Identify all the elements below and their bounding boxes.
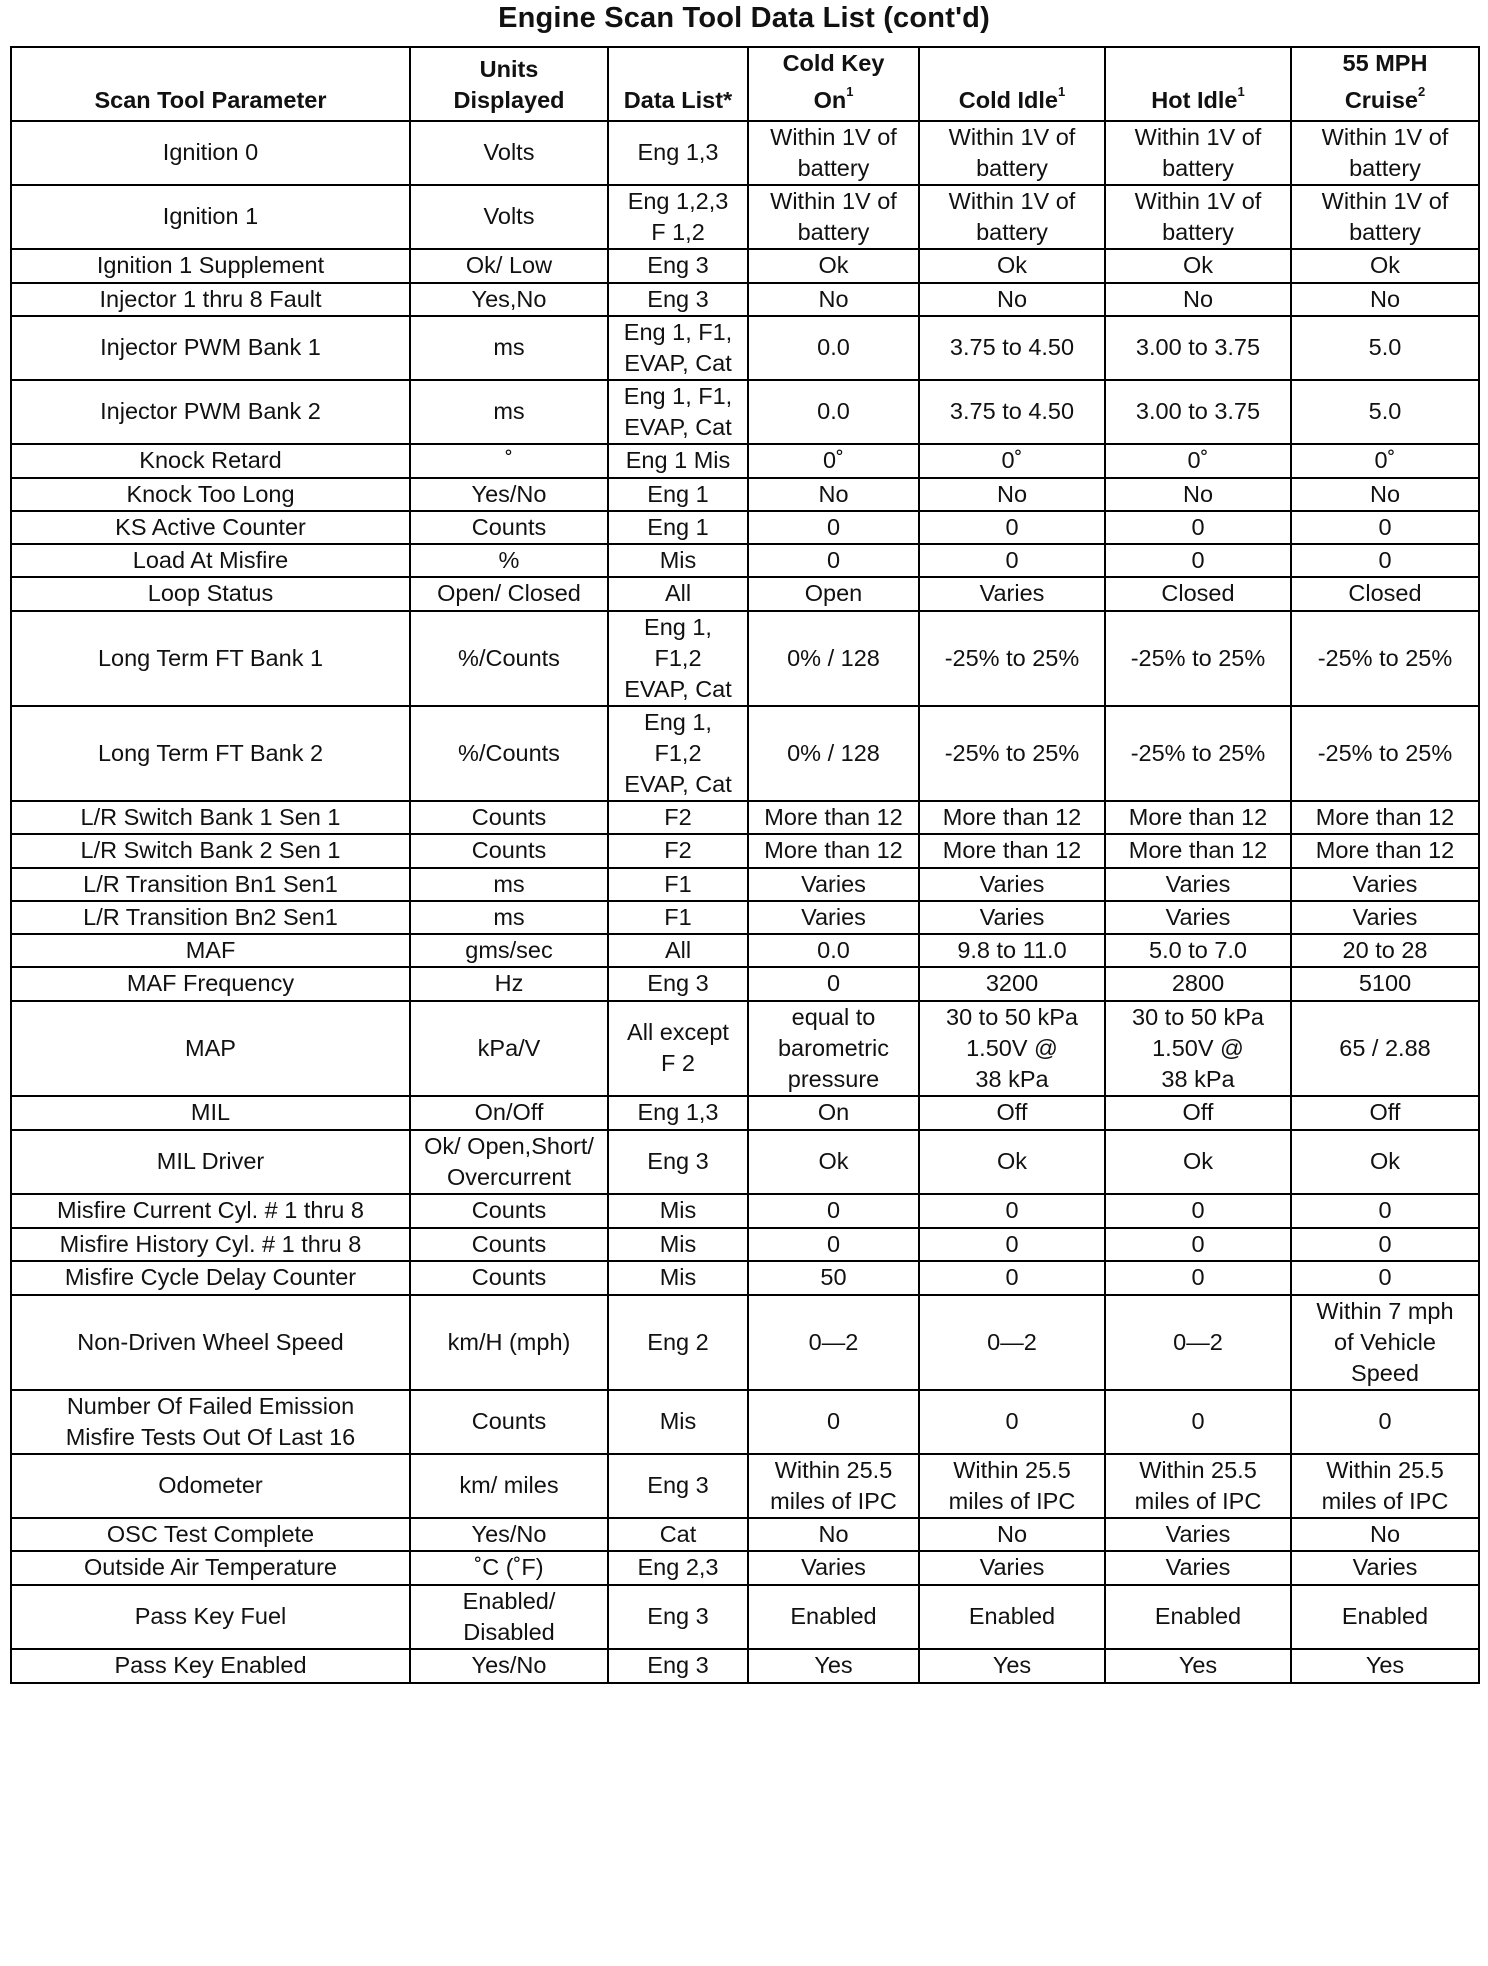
cell-data-list: Eng 2 [608,1295,748,1390]
cell-cruise: 0 [1291,1390,1479,1454]
cell-cold-key-on: 0.0 [748,316,919,380]
column-header-label: Cold Idle [958,86,1058,113]
cell-cruise: Within 7 mph of Vehicle Speed [1291,1295,1479,1390]
cell-hot-idle: Yes [1105,1649,1291,1683]
column-header-units [410,47,608,121]
cell-units: Volts [410,121,608,185]
cell-cold-idle: 9.8 to 11.0 [919,934,1105,967]
cell-parameter: Ignition 1 Supplement [11,249,410,283]
cell-cold-key-on: More than 12 [748,834,919,868]
cell-hot-idle: 2800 [1105,967,1291,1001]
column-header-parameter [11,47,410,121]
cell-parameter: L/R Transition Bn2 Sen1 [11,901,410,934]
cell-cold-key-on: 0 [748,967,919,1001]
cell-units: Yes/No [410,478,608,511]
table-row [11,934,1479,967]
cell-cold-key-on: No [748,283,919,316]
cell-parameter: OSC Test Complete [11,1518,410,1551]
table-row [11,544,1479,577]
cell-hot-idle: 0—2 [1105,1295,1291,1390]
cell-cold-idle: 3.75 to 4.50 [919,316,1105,380]
cell-parameter: Non-Driven Wheel Speed [11,1295,410,1390]
cell-cold-idle: Enabled [919,1585,1105,1649]
column-header-label: Scan Tool Parameter [94,86,327,113]
cell-units: Counts [410,1228,608,1261]
cell-cold-idle: Varies [919,901,1105,934]
cell-cruise: -25% to 25% [1291,706,1479,801]
cell-data-list: F2 [608,801,748,834]
cell-cold-idle: Varies [919,577,1105,611]
cell-parameter: L/R Switch Bank 1 Sen 1 [11,801,410,834]
cell-data-list: Mis [608,1390,748,1454]
cell-parameter: Long Term FT Bank 1 [11,611,410,706]
cell-data-list: Eng 1,2,3 F 1,2 [608,185,748,249]
cell-units: ms [410,868,608,901]
cell-cold-idle: 0 [919,1390,1105,1454]
cell-hot-idle: -25% to 25% [1105,706,1291,801]
table-row [11,1585,1479,1649]
cell-cruise: More than 12 [1291,834,1479,868]
cell-cruise: Ok [1291,1130,1479,1194]
column-header-label: Hot Idle [1151,86,1238,113]
cell-cold-key-on: 0% / 128 [748,706,919,801]
cell-parameter: L/R Transition Bn1 Sen1 [11,868,410,901]
cell-hot-idle: Within 1V of battery [1105,121,1291,185]
cell-cold-idle: Yes [919,1649,1105,1683]
cell-units: gms/sec [410,934,608,967]
table-row [11,901,1479,934]
cell-cold-idle: 0 [919,544,1105,577]
cell-cold-key-on: On [748,1096,919,1130]
cell-cold-idle: 0 [919,511,1105,544]
cell-parameter: Misfire Current Cyl. # 1 thru 8 [11,1194,410,1228]
cell-cold-key-on: No [748,478,919,511]
cell-hot-idle: 0 [1105,1194,1291,1228]
cell-cold-key-on: Enabled [748,1585,919,1649]
header-row [11,47,1479,121]
cell-data-list: Cat [608,1518,748,1551]
cell-units: Counts [410,1390,608,1454]
cell-parameter: Knock Too Long [11,478,410,511]
cell-data-list: Eng 1 [608,478,748,511]
cell-cold-idle: Ok [919,1130,1105,1194]
cell-cold-key-on: No [748,1518,919,1551]
cell-parameter: Injector 1 thru 8 Fault [11,283,410,316]
table-row [11,1001,1479,1096]
cell-cold-idle: Varies [919,868,1105,901]
cell-cold-idle: No [919,1518,1105,1551]
cell-cruise: 0˚ [1291,444,1479,478]
cell-cold-idle: 0 [919,1261,1105,1295]
column-header-cold-key-on [748,47,919,121]
cell-cruise: Within 1V of battery [1291,121,1479,185]
cell-cruise: Within 25.5 miles of IPC [1291,1454,1479,1518]
cell-hot-idle: 3.00 to 3.75 [1105,316,1291,380]
table-row [11,1194,1479,1228]
table-row [11,834,1479,868]
table-row [11,577,1479,611]
cell-cold-idle: Within 25.5 miles of IPC [919,1454,1105,1518]
cell-parameter: KS Active Counter [11,511,410,544]
cell-cruise: Yes [1291,1649,1479,1683]
cell-hot-idle: Ok [1105,249,1291,283]
cell-parameter: Number Of Failed Emission Misfire Tests Out Of Last 16 [11,1390,410,1454]
cell-units: Ok/ Low [410,249,608,283]
cell-units: Yes,No [410,283,608,316]
cell-parameter: MIL Driver [11,1130,410,1194]
cell-cold-key-on: 0 [748,511,919,544]
cell-parameter: Outside Air Temperature [11,1551,410,1585]
footnote-marker: 1 [1058,84,1066,99]
column-header-cold-idle [919,47,1105,121]
cell-cruise: 0 [1291,544,1479,577]
cell-hot-idle: 0 [1105,1261,1291,1295]
cell-data-list: Eng 1 [608,511,748,544]
cell-cold-key-on: 0 [748,1194,919,1228]
cell-hot-idle: 0˚ [1105,444,1291,478]
cell-data-list: Mis [608,1228,748,1261]
cell-units: Open/ Closed [410,577,608,611]
table-row [11,967,1479,1001]
cell-parameter: Pass Key Enabled [11,1649,410,1683]
column-header-label: 55 MPH Cruise [1342,50,1428,113]
cell-data-list: Eng 3 [608,249,748,283]
cell-hot-idle: Enabled [1105,1585,1291,1649]
cell-units: Enabled/ Disabled [410,1585,608,1649]
cell-cold-key-on: 0% / 128 [748,611,919,706]
cell-units: Ok/ Open,Short/ Overcurrent [410,1130,608,1194]
cell-data-list: Eng 1 Mis [608,444,748,478]
cell-units: Counts [410,1261,608,1295]
cell-units: Counts [410,511,608,544]
cell-cold-idle: 30 to 50 kPa 1.50V @ 38 kPa [919,1001,1105,1096]
cell-data-list: F1 [608,901,748,934]
cell-cruise: 65 / 2.88 [1291,1001,1479,1096]
cell-cold-idle: More than 12 [919,801,1105,834]
cell-units: ˚C (˚F) [410,1551,608,1585]
cell-parameter: MAF Frequency [11,967,410,1001]
cell-cold-idle: -25% to 25% [919,611,1105,706]
table-row [11,611,1479,706]
cell-units: On/Off [410,1096,608,1130]
cell-hot-idle: Off [1105,1096,1291,1130]
cell-units: Counts [410,801,608,834]
cell-cold-idle: Within 1V of battery [919,185,1105,249]
cell-data-list: All [608,934,748,967]
cell-cold-key-on: Within 25.5 miles of IPC [748,1454,919,1518]
cell-cold-key-on: Open [748,577,919,611]
cell-units: Yes/No [410,1649,608,1683]
cell-units: % [410,544,608,577]
cell-parameter: Loop Status [11,577,410,611]
cell-cruise: Off [1291,1096,1479,1130]
table-row [11,511,1479,544]
cell-cold-key-on: 0˚ [748,444,919,478]
cell-units: ms [410,380,608,444]
cell-data-list: Mis [608,1261,748,1295]
cell-hot-idle: No [1105,478,1291,511]
cell-units: %/Counts [410,611,608,706]
cell-cold-idle: 0 [919,1228,1105,1261]
cell-units: kPa/V [410,1001,608,1096]
cell-cruise: 5100 [1291,967,1479,1001]
cell-cruise: Varies [1291,901,1479,934]
cell-data-list: Eng 3 [608,283,748,316]
cell-units: %/Counts [410,706,608,801]
footnote-marker: 1 [1237,84,1245,99]
cell-hot-idle: -25% to 25% [1105,611,1291,706]
footnote-marker: 1 [846,84,854,99]
footnote-marker: 2 [1417,84,1426,99]
cell-data-list: Eng 1, F1,2 EVAP, Cat [608,611,748,706]
cell-parameter: MAF [11,934,410,967]
cell-parameter: Pass Key Fuel [11,1585,410,1649]
column-header-label: Data List* [623,86,733,113]
cell-cold-key-on: 0 [748,1390,919,1454]
cell-data-list: Eng 3 [608,1649,748,1683]
cell-cruise: 0 [1291,1194,1479,1228]
cell-cold-idle: Ok [919,249,1105,283]
cell-cold-key-on: 50 [748,1261,919,1295]
cell-hot-idle: 3.00 to 3.75 [1105,380,1291,444]
table-row [11,1518,1479,1551]
cell-cruise: 0 [1291,511,1479,544]
cell-data-list: Eng 3 [608,967,748,1001]
cell-data-list: Eng 2,3 [608,1551,748,1585]
cell-cold-idle: More than 12 [919,834,1105,868]
table-row [11,1649,1479,1683]
cell-hot-idle: 0 [1105,1390,1291,1454]
cell-parameter: Injector PWM Bank 2 [11,380,410,444]
cell-cold-key-on: Yes [748,1649,919,1683]
column-header-label: Cold Key On [782,50,885,113]
cell-data-list: Eng 1, F1, EVAP, Cat [608,316,748,380]
table-row [11,444,1479,478]
cell-cold-idle: 0˚ [919,444,1105,478]
cell-data-list: All [608,577,748,611]
cell-cruise: Within 1V of battery [1291,185,1479,249]
cell-cold-idle: No [919,283,1105,316]
cell-units: ms [410,316,608,380]
cell-parameter: MAP [11,1001,410,1096]
table-body [11,121,1479,1683]
cell-cruise: 20 to 28 [1291,934,1479,967]
cell-cold-key-on: Varies [748,868,919,901]
cell-hot-idle: More than 12 [1105,834,1291,868]
cell-data-list: Eng 3 [608,1454,748,1518]
cell-data-list: Eng 1,3 [608,1096,748,1130]
cell-cold-key-on: Varies [748,1551,919,1585]
column-header-hot-idle [1105,47,1291,121]
cell-cold-idle: Off [919,1096,1105,1130]
cell-cold-key-on: Ok [748,249,919,283]
cell-hot-idle: 0 [1105,511,1291,544]
cell-cold-idle: Within 1V of battery [919,121,1105,185]
cell-data-list: Eng 1,3 [608,121,748,185]
table-row [11,706,1479,801]
cell-cruise: Enabled [1291,1585,1479,1649]
table-row [11,249,1479,283]
table-row [11,283,1479,316]
table-row [11,185,1479,249]
table-row [11,1551,1479,1585]
cell-hot-idle: Varies [1105,901,1291,934]
table-row [11,868,1479,901]
cell-cold-key-on: equal to barometric pressure [748,1001,919,1096]
cell-cold-key-on: 0 [748,544,919,577]
cell-cold-key-on: 0.0 [748,934,919,967]
cell-hot-idle: More than 12 [1105,801,1291,834]
cell-units: km/H (mph) [410,1295,608,1390]
cell-cold-idle: 0—2 [919,1295,1105,1390]
cell-hot-idle: 0 [1105,544,1291,577]
cell-parameter: Load At Misfire [11,544,410,577]
cell-cold-key-on: Within 1V of battery [748,185,919,249]
cell-data-list: Eng 1, F1, EVAP, Cat [608,380,748,444]
cell-hot-idle: 5.0 to 7.0 [1105,934,1291,967]
cell-hot-idle: Within 25.5 miles of IPC [1105,1454,1291,1518]
column-header-label: Units Displayed [453,55,565,113]
cell-hot-idle: Closed [1105,577,1291,611]
table-row [11,1390,1479,1454]
cell-data-list: All except F 2 [608,1001,748,1096]
column-header-cruise [1291,47,1479,121]
cell-cold-idle: 3200 [919,967,1105,1001]
cell-cold-key-on: 0 [748,1228,919,1261]
table-row [11,121,1479,185]
cell-data-list: Mis [608,544,748,577]
cell-parameter: MIL [11,1096,410,1130]
table-row [11,1228,1479,1261]
cell-cold-key-on: Ok [748,1130,919,1194]
cell-cruise: More than 12 [1291,801,1479,834]
cell-parameter: Ignition 1 [11,185,410,249]
cell-units: Counts [410,834,608,868]
table-row [11,801,1479,834]
cell-parameter: Misfire Cycle Delay Counter [11,1261,410,1295]
cell-data-list: Eng 3 [608,1130,748,1194]
cell-parameter: Knock Retard [11,444,410,478]
cell-cold-idle: 0 [919,1194,1105,1228]
cell-units: ˚ [410,444,608,478]
page-title: Engine Scan Tool Data List (cont'd) [498,2,990,34]
table-row [11,1454,1479,1518]
cell-units: ms [410,901,608,934]
cell-hot-idle: 30 to 50 kPa 1.50V @ 38 kPa [1105,1001,1291,1096]
scan-tool-data-table [10,46,1480,1684]
cell-cruise: Varies [1291,1551,1479,1585]
cell-parameter: Ignition 0 [11,121,410,185]
table-row [11,1295,1479,1390]
table-row [11,1096,1479,1130]
cell-cruise: No [1291,283,1479,316]
table-row [11,1130,1479,1194]
cell-cruise: Closed [1291,577,1479,611]
cell-cruise: -25% to 25% [1291,611,1479,706]
cell-data-list: Mis [608,1194,748,1228]
cell-cruise: 0 [1291,1261,1479,1295]
cell-cold-key-on: 0—2 [748,1295,919,1390]
cell-units: Yes/No [410,1518,608,1551]
cell-hot-idle: 0 [1105,1228,1291,1261]
cell-cruise: 5.0 [1291,380,1479,444]
cell-hot-idle: Varies [1105,868,1291,901]
cell-parameter: Long Term FT Bank 2 [11,706,410,801]
cell-parameter: Injector PWM Bank 1 [11,316,410,380]
cell-hot-idle: No [1105,283,1291,316]
table-row [11,380,1479,444]
cell-cold-key-on: 0.0 [748,380,919,444]
cell-data-list: Eng 1, F1,2 EVAP, Cat [608,706,748,801]
cell-cold-idle: Varies [919,1551,1105,1585]
cell-parameter: Odometer [11,1454,410,1518]
cell-hot-idle: Varies [1105,1551,1291,1585]
cell-units: Volts [410,185,608,249]
cell-cold-idle: -25% to 25% [919,706,1105,801]
cell-hot-idle: Within 1V of battery [1105,185,1291,249]
column-header-data-list [608,47,748,121]
cell-cold-key-on: Within 1V of battery [748,121,919,185]
cell-hot-idle: Ok [1105,1130,1291,1194]
cell-units: Hz [410,967,608,1001]
cell-parameter: L/R Switch Bank 2 Sen 1 [11,834,410,868]
cell-data-list: F2 [608,834,748,868]
cell-units: Counts [410,1194,608,1228]
cell-parameter: Misfire History Cyl. # 1 thru 8 [11,1228,410,1261]
cell-data-list: F1 [608,868,748,901]
cell-hot-idle: Varies [1105,1518,1291,1551]
cell-cold-key-on: More than 12 [748,801,919,834]
cell-units: km/ miles [410,1454,608,1518]
cell-cruise: 5.0 [1291,316,1479,380]
cell-data-list: Eng 3 [608,1585,748,1649]
cell-cruise: Varies [1291,868,1479,901]
cell-cruise: No [1291,478,1479,511]
cell-cold-idle: No [919,478,1105,511]
cell-cruise: No [1291,1518,1479,1551]
cell-cruise: Ok [1291,249,1479,283]
table-row [11,478,1479,511]
cell-cold-idle: 3.75 to 4.50 [919,380,1105,444]
cell-cold-key-on: Varies [748,901,919,934]
table-row [11,1261,1479,1295]
cell-cruise: 0 [1291,1228,1479,1261]
table-row [11,316,1479,380]
